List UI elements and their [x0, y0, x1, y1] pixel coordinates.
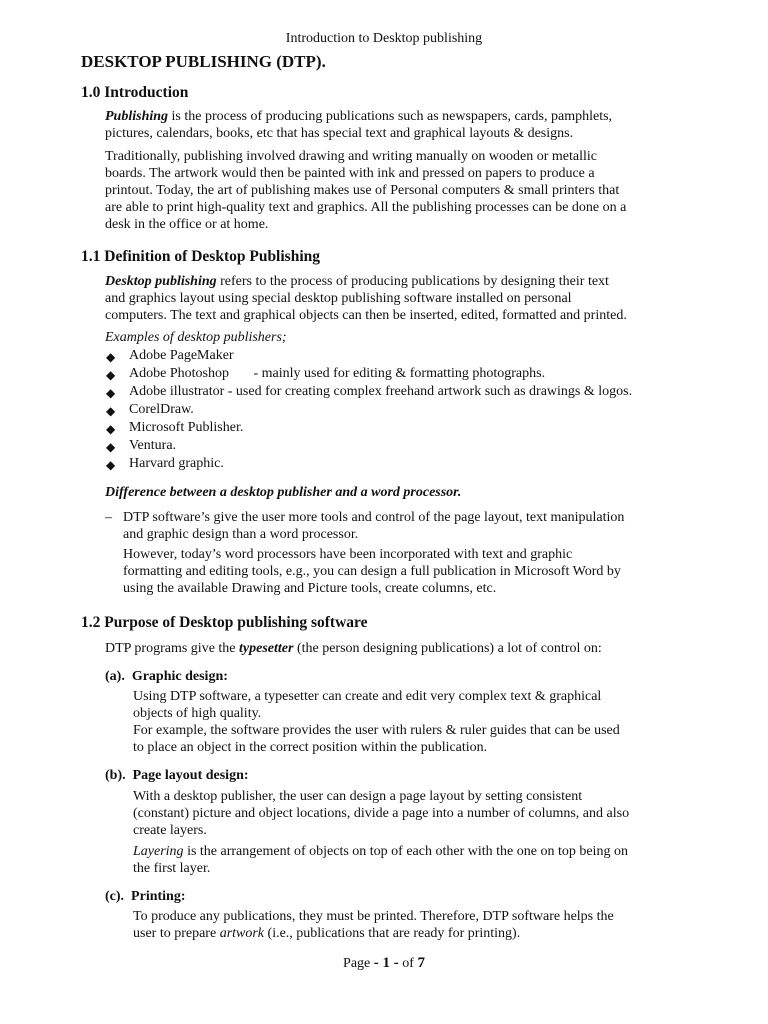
intro-paragraph-1: Publishing is the process of producing publications such as newspapers, cards, pamphlets, pictures, calendars, books, etc that has special text and graphical layouts & designs.: [105, 109, 613, 141]
diamond-bullet-icon: ◆: [106, 458, 116, 472]
difference-paragraph: DTP software’s give the user more tools and control of the page layout, text manipulation and graphic design than a word processor. However, today’s word processors have been incorporated with text and graphic formatting and editing tools, e.g., you can design a full publication in Microsoft Word by using the available Drawing and Picture tools, create columns, etc.: [123, 510, 625, 596]
diamond-bullet-icon: ◆: [106, 422, 116, 436]
list-item: Microsoft Publisher.: [129, 420, 244, 435]
subsection-c: (c). Printing:: [105, 889, 186, 904]
term-typesetter: typesetter: [239, 641, 294, 656]
list-item: CorelDraw.: [129, 402, 194, 417]
running-header: Introduction to Desktop publishing: [285, 31, 483, 46]
diamond-bullet-icon: ◆: [106, 368, 116, 382]
term-desktop-publishing: Desktop publishing: [105, 274, 217, 289]
examples-label: Examples of desktop publishers;: [105, 330, 287, 345]
definition-paragraph: Desktop publishing refers to the process of producing publications by designing their text and graphics layout using special desktop publishing software installed on personal computers. The text and graphical objects can then be inserted, edited, formatted and printed.: [105, 274, 627, 323]
page-footer: Page - 1 - of 7: [343, 955, 425, 971]
diamond-bullet-icon: ◆: [106, 440, 116, 454]
list-item: Adobe illustrator - used for creating complex freehand artwork such as drawings & logos.: [129, 384, 633, 399]
term-artwork: artwork: [219, 926, 265, 941]
page-total: 7: [417, 955, 425, 971]
list-item: Adobe PageMaker: [129, 348, 234, 363]
subsection-b-body: With a desktop publisher, the user can design a page layout by setting consistent (constant) picture and object locations, divide a page into a number of columns, and also create layers. Layering is the arrangement of objects on top of each other with the one on top being on the first layer.: [133, 789, 630, 876]
list-item: Ventura.: [129, 438, 177, 453]
purpose-intro: DTP programs give the typesetter (the person designing publications) a lot of control on:: [105, 641, 602, 656]
subsection-b-title: Page layout design:: [132, 768, 249, 783]
subsection-a-body: Using DTP software, a typesetter can create and edit very complex text & graphical objects of high quality. For example, the software provides the user with rulers & ruler guides that can be used to place an object in the correct position within the publication.: [133, 689, 620, 755]
subsection-a-title: Graphic design:: [131, 669, 228, 684]
term-layering: Layering: [133, 844, 184, 859]
list-item: Harvard graphic.: [129, 456, 224, 471]
section-heading-purpose: 1.2 Purpose of Desktop publishing software: [81, 614, 368, 631]
list-item: Adobe Photoshop - mainly used for editing & formatting photographs.: [129, 366, 546, 381]
difference-heading: Difference between a desktop publisher and a word processor.: [105, 485, 462, 500]
subsection-a: (a). Graphic design:: [105, 669, 228, 684]
diamond-bullet-icon: ◆: [106, 404, 116, 418]
diamond-bullet-icon: ◆: [106, 350, 116, 364]
section-heading-introduction: 1.0 Introduction: [81, 84, 189, 101]
section-heading-definition: 1.1 Definition of Desktop Publishing: [81, 248, 321, 265]
subsection-c-body: To produce any publications, they must be printed. Therefore, DTP software helps the user to prepare artwork (i.e., publications that are ready for printing).: [133, 909, 614, 941]
intro-paragraph-2: Traditionally, publishing involved drawing and writing manually on wooden or metallic boards. The artwork would then be painted with ink and pressed on papers to produce a printout. Today, the art of publishing makes use of Personal computers & small printers that are able to print high-quality text and graphics. All the publishing processes can be done on a desk in the office or at home.: [105, 149, 627, 232]
diamond-bullet-icon: ◆: [106, 386, 116, 400]
dash-bullet-icon: –: [105, 510, 112, 525]
subsection-c-title: Printing:: [131, 889, 186, 904]
subsection-b: (b). Page layout design:: [105, 768, 249, 783]
page-number: 1: [382, 955, 391, 971]
term-publishing: Publishing: [105, 109, 169, 124]
document-title: DESKTOP PUBLISHING (DTP).: [81, 52, 326, 71]
